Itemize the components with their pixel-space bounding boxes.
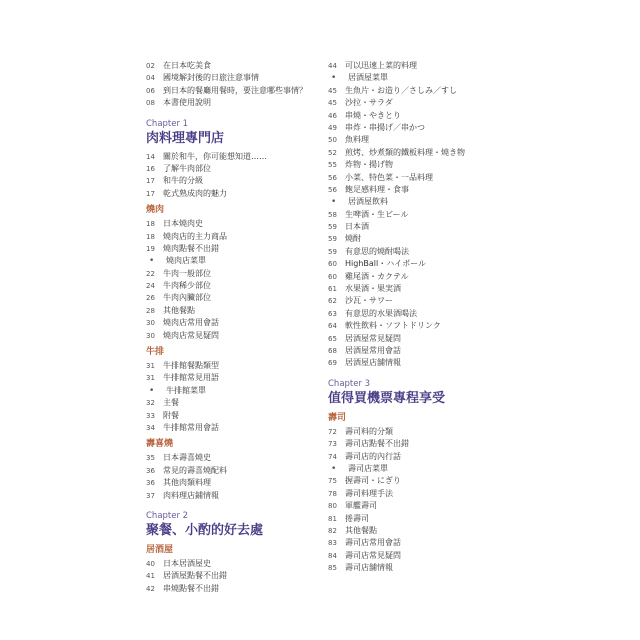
- toc-entry: [328, 97, 503, 109]
- toc-page-number: 18: [146, 232, 155, 241]
- toc-entry: [328, 271, 503, 283]
- toc-entry-title: 沙瓦・サワー: [345, 296, 393, 306]
- section-heading: 壽喜燒: [146, 439, 174, 450]
- toc-entry: [328, 438, 503, 450]
- toc-page-number: 41: [146, 572, 155, 581]
- section-heading: 壽司: [328, 412, 347, 423]
- toc-entry-title: 飽足感料理・食事: [345, 184, 409, 194]
- toc-entry: [146, 305, 311, 317]
- toc-entry: [328, 85, 503, 97]
- toc-page-number: 18: [146, 220, 155, 229]
- toc-page-number: 85: [328, 564, 337, 573]
- section-heading: 牛排: [146, 347, 165, 358]
- toc-entry-title: 串炸・串揚げ／串かつ: [345, 122, 425, 132]
- toc-entry: [146, 330, 311, 342]
- toc-entry-title: 燒肉店常見疑問: [163, 330, 219, 340]
- toc-entry: [328, 463, 503, 475]
- toc-left-column: [146, 60, 311, 595]
- toc-page-number: 46: [328, 111, 337, 120]
- toc-page-number: 42: [146, 584, 155, 593]
- toc-page-number: 16: [146, 164, 155, 173]
- toc-entry: [146, 583, 311, 595]
- toc-entry-title: 魚料理: [345, 135, 369, 145]
- toc-entry: [328, 110, 503, 122]
- toc-entry-title: 居酒屋菜單: [348, 73, 388, 83]
- bullet-icon: •: [149, 256, 155, 267]
- toc-entry: [328, 233, 503, 245]
- toc-entry-title: 燒肉店的主力商品: [163, 231, 227, 241]
- toc-entry-title: 日本居酒屋史: [163, 558, 211, 568]
- toc-page-number: 17: [146, 189, 155, 198]
- toc-entry-title: 壽司店的內行話: [345, 451, 401, 461]
- toc-entry: [146, 163, 311, 175]
- toc-entry: [328, 308, 503, 320]
- toc-entry-title: 沙拉・サラダ: [345, 98, 393, 108]
- toc-entry-title: 雞尾酒・カクテル: [345, 271, 409, 281]
- toc-entry-title: 牛肉一般部位: [163, 268, 211, 278]
- toc-entry-title: 牛肉稀少部位: [163, 281, 211, 291]
- toc-entry-title: 生啤酒・生ビール: [345, 209, 409, 219]
- toc-entry: [328, 258, 503, 270]
- toc-entry: [328, 357, 503, 369]
- toc-page-number: 30: [146, 319, 155, 328]
- toc-entry-title: 其他餐點: [345, 525, 377, 535]
- toc-entry-title: 居酒屋常用會話: [345, 345, 401, 355]
- toc-page-number: 64: [328, 322, 337, 331]
- toc-entry-title: 常見的壽喜燒配料: [163, 465, 227, 475]
- toc-page-number: 44: [328, 62, 337, 70]
- toc-page-number: 63: [328, 309, 337, 318]
- toc-entry-title: HighBall・ハイボール: [345, 259, 427, 269]
- toc-entry: [146, 268, 311, 280]
- toc-entry-title: 其他餐點: [163, 305, 195, 315]
- toc-page-number: 04: [146, 74, 155, 83]
- toc-page-number: 73: [328, 440, 337, 449]
- toc-page-number: 80: [328, 502, 337, 511]
- toc-entry: [328, 147, 503, 159]
- toc-entry-title: 燒肉店菜單: [166, 256, 206, 266]
- bullet-icon: •: [149, 385, 155, 396]
- toc-entry-title: 握壽司・にぎり: [345, 476, 401, 486]
- toc-entry: [328, 488, 503, 500]
- toc-entry: [328, 172, 503, 184]
- toc-entry: [146, 255, 311, 267]
- toc-entry: [328, 60, 503, 72]
- toc-entry-title: 有意思的水果酒喝法: [345, 308, 417, 318]
- toc-entry: [146, 372, 311, 384]
- toc-entry: [146, 465, 311, 477]
- toc-page-number: 52: [328, 148, 337, 157]
- toc-entry: [146, 280, 311, 292]
- toc-entry-title: 煎烤、炒煮類的鐵板料理・燒き物: [345, 147, 465, 157]
- toc-entry-title: 軍艦壽司: [345, 501, 377, 511]
- toc-entry: [328, 184, 503, 196]
- toc-entry: [146, 410, 311, 422]
- toc-entry: [146, 360, 311, 372]
- toc-page-number: 08: [146, 99, 155, 108]
- toc-entry: [146, 292, 311, 304]
- toc-entry-title: 在日本吃美食: [163, 61, 211, 70]
- toc-entry-title: 日本酒: [345, 222, 369, 232]
- chapter-label: Chapter 3: [328, 378, 371, 389]
- toc-entry-title: 串燒・やきとり: [345, 110, 401, 120]
- toc-page-number: 31: [146, 374, 155, 383]
- toc-page-number: 59: [328, 223, 337, 232]
- bullet-icon: •: [331, 197, 337, 208]
- toc-entry: [146, 60, 311, 72]
- toc-page-number: 61: [328, 285, 337, 294]
- toc-entry: [146, 85, 311, 97]
- toc-page-number: 31: [146, 362, 155, 371]
- toc-entry: [146, 558, 311, 570]
- toc-page-number: 45: [328, 99, 337, 108]
- toc-entry-title: 主餐: [163, 398, 179, 408]
- toc-page-number: 34: [146, 423, 155, 432]
- toc-entry: [328, 283, 503, 295]
- toc-entry-title: 肉料理店鋪情報: [163, 490, 219, 500]
- toc-entry: [328, 345, 503, 357]
- toc-entry-title: 炸物・揚げ物: [345, 160, 393, 170]
- toc-entry-title: 居酒屋飲料: [348, 197, 388, 207]
- toc-entry-title: 壽司料理手法: [345, 488, 393, 498]
- toc-page-number: 84: [328, 551, 337, 560]
- toc-entry: [328, 562, 503, 574]
- toc-entry-title: 牛排館常用會話: [163, 422, 219, 432]
- toc-page-number: 55: [328, 161, 337, 170]
- toc-entry: [146, 397, 311, 409]
- toc-page-number: 69: [328, 359, 337, 368]
- toc-entry: [328, 295, 503, 307]
- bullet-icon: •: [331, 463, 337, 474]
- toc-entry: [146, 490, 311, 502]
- toc-page-number: 02: [146, 62, 155, 70]
- toc-page-number: 32: [146, 399, 155, 408]
- toc-entry-title: 其他肉類料理: [163, 478, 211, 488]
- toc-entry-title: 燒酎: [345, 234, 361, 244]
- toc-page-number: 14: [146, 152, 155, 161]
- toc-entry: [328, 196, 503, 208]
- toc-page-number: 30: [146, 331, 155, 340]
- toc-entry: [328, 426, 503, 438]
- toc-entry-title: 可以迅速上菜的料理: [345, 61, 417, 70]
- toc-right-column: [328, 60, 503, 574]
- toc-entry: [328, 72, 503, 84]
- toc-entry-title: 有意思的燒酎喝法: [345, 246, 409, 256]
- toc-page-number: 72: [328, 427, 337, 436]
- toc-entry-title: 本書使用說明: [163, 98, 211, 108]
- toc-entry-title: 牛肉內臟部位: [163, 293, 211, 303]
- toc-entry: [146, 385, 311, 397]
- toc-entry-title: 和牛的分級: [163, 176, 203, 186]
- toc-entry: [328, 159, 503, 171]
- toc-entry: [146, 243, 311, 255]
- toc-page-number: 83: [328, 539, 337, 548]
- toc-entry: [146, 188, 311, 200]
- chapter-label: Chapter 1: [146, 118, 189, 129]
- toc-entry-title: 壽司店點餐不出錯: [345, 439, 409, 449]
- toc-page-number: 24: [146, 282, 155, 291]
- toc-entry-title: 居酒屋店舖情報: [345, 358, 401, 368]
- toc-page-number: 06: [146, 86, 155, 95]
- bullet-icon: •: [331, 73, 337, 84]
- toc-entry: [328, 246, 503, 258]
- toc-page-number: 59: [328, 235, 337, 244]
- toc-entry: [328, 221, 503, 233]
- toc-entry-title: 壽司店菜單: [348, 463, 388, 473]
- chapter-label: Chapter 2: [146, 510, 189, 521]
- toc-entry-title: 燒肉點餐不出錯: [163, 243, 219, 253]
- toc-entry: [328, 122, 503, 134]
- toc-entry: [328, 537, 503, 549]
- toc-page-number: 45: [328, 86, 337, 95]
- toc-entry-title: 附餐: [163, 410, 179, 420]
- toc-entry: [328, 550, 503, 562]
- toc-entry-title: 壽司店常見疑問: [345, 550, 401, 560]
- toc-page-number: 22: [146, 269, 155, 278]
- toc-entry-title: 到日本的餐廳用餐時，要注意哪些事情？: [163, 85, 307, 95]
- toc-page-number: 49: [328, 123, 337, 132]
- toc-entry: [146, 452, 311, 464]
- toc-entry-title: 壽司店舖情報: [345, 563, 393, 573]
- chapter-title: 聚餐、小酌的好去處: [146, 522, 264, 538]
- toc-entry: [146, 97, 311, 109]
- section-heading: 居酒屋: [146, 544, 174, 555]
- toc-page-number: 26: [146, 294, 155, 303]
- toc-page-number: 58: [328, 210, 337, 219]
- toc-entry: [328, 500, 503, 512]
- toc-entry-title: 日本燒肉史: [163, 219, 203, 229]
- toc-entry: [328, 513, 503, 525]
- toc-entry: [328, 209, 503, 221]
- toc-entry-title: 軟性飲料・ソフトドリンク: [345, 321, 441, 331]
- toc-page-number: 56: [328, 185, 337, 194]
- toc-page-number: 68: [328, 346, 337, 355]
- toc-page-number: 60: [328, 272, 337, 281]
- toc-entry-title: 牛排館餐點類型: [163, 361, 219, 371]
- toc-entry-title: 了解牛肉部位: [163, 163, 211, 173]
- toc-entry: [146, 570, 311, 582]
- toc-entry: [146, 72, 311, 84]
- toc-page-number: 62: [328, 297, 337, 306]
- toc-entry-title: 捲壽司: [345, 513, 369, 523]
- toc-page-number: 37: [146, 491, 155, 500]
- toc-entry-title: 牛排館常見用語: [163, 373, 219, 383]
- toc-page-number: 59: [328, 247, 337, 256]
- toc-page-number: 74: [328, 452, 337, 461]
- toc-entry-title: 日本壽喜燒史: [163, 453, 211, 463]
- toc-entry-title: 小菜、特色菜・一品料理: [345, 172, 433, 182]
- toc-entry-title: 串燒點餐不出錯: [163, 583, 219, 593]
- toc-entry-title: 居酒屋常見疑問: [345, 333, 401, 343]
- toc-entry: [328, 333, 503, 345]
- toc-page-number: 81: [328, 514, 337, 523]
- toc-page-number: 19: [146, 244, 155, 253]
- toc-page-number: 35: [146, 454, 155, 463]
- toc-entry: [328, 451, 503, 463]
- chapter-title: 肉料理專門店: [146, 130, 225, 146]
- toc-page-number: 75: [328, 477, 337, 486]
- toc-page-number: 82: [328, 526, 337, 535]
- toc-entry-title: 壽司店常用會話: [345, 538, 401, 548]
- toc-entry: [328, 134, 503, 146]
- toc-entry: [328, 475, 503, 487]
- toc-page-number: 56: [328, 173, 337, 182]
- chapter-title: 值得買機票專程享受: [328, 390, 446, 406]
- toc-entry-title: 國境解封後的日旅注意事情: [163, 73, 259, 83]
- toc-entry: [146, 151, 311, 163]
- toc-entry: [146, 422, 311, 434]
- toc-page-number: 36: [146, 479, 155, 488]
- toc-entry: [146, 175, 311, 187]
- toc-page-number: 65: [328, 334, 337, 343]
- section-heading: 燒肉: [146, 205, 165, 216]
- toc-page-number: 50: [328, 136, 337, 145]
- toc-entry: [146, 231, 311, 243]
- toc-entry: [328, 525, 503, 537]
- toc-entry-title: 生魚片・お造り／さしみ／すし: [345, 85, 457, 95]
- toc-page-number: 78: [328, 489, 337, 498]
- toc-entry-title: 居酒屋點餐不出錯: [163, 571, 227, 581]
- toc-entry-title: 乾式熟成肉的魅力: [163, 188, 227, 198]
- toc-page-number: 36: [146, 466, 155, 475]
- toc-page-number: 40: [146, 559, 155, 568]
- toc-entry-title: 牛排館菜單: [166, 385, 206, 395]
- toc-entry-title: 燒肉店常用會話: [163, 318, 219, 328]
- toc-page-number: 33: [146, 411, 155, 420]
- toc-entry-title: 水果酒・果実酒: [345, 284, 401, 294]
- toc-entry: [328, 320, 503, 332]
- toc-page-number: 60: [328, 260, 337, 269]
- toc-entry: [146, 218, 311, 230]
- toc-entry-title: 壽司料的分類: [345, 426, 393, 436]
- toc-page-number: 28: [146, 306, 155, 315]
- toc-page-number: 17: [146, 177, 155, 186]
- toc-entry: [146, 477, 311, 489]
- toc-entry-title: 關於和牛，你可能想知道……: [163, 151, 267, 161]
- toc-entry: [146, 317, 311, 329]
